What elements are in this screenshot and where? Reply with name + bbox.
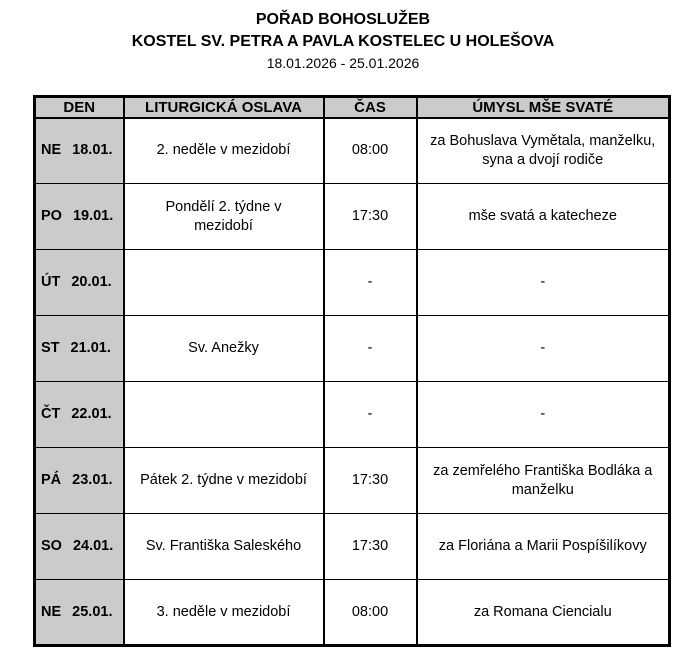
- table-row: [35, 250, 670, 316]
- day-abbr: NE: [41, 142, 62, 159]
- day-abbr: ČT: [41, 406, 61, 422]
- celebration-cell: [124, 184, 324, 250]
- day-date: 24.01.: [72, 538, 114, 554]
- table-row: [35, 316, 670, 382]
- intention-text: za Romana Ciencialu: [473, 603, 612, 620]
- table-row: [35, 580, 670, 646]
- table-header-row: [35, 97, 670, 118]
- day-cell: [35, 580, 124, 646]
- intention-cell: [417, 250, 670, 316]
- column-header-time: ČAS: [324, 97, 417, 118]
- day-date: 25.01.: [72, 603, 113, 620]
- document-header: [0, 0, 686, 74]
- celebration-text: Sv. Františka Saleského: [145, 538, 302, 554]
- column-header-intention: ÚMYSL MŠE SVATÉ: [417, 97, 670, 118]
- day-date: 23.01.: [72, 472, 113, 488]
- day-cell: [35, 184, 124, 250]
- celebration-cell: [124, 118, 324, 184]
- day-cell: [35, 382, 124, 448]
- day-date: 18.01.: [72, 142, 113, 159]
- intention-text: za Floriána a Marii Pospíšilíkovy: [438, 538, 647, 554]
- date-range: 18.01.2026 - 25.01.2026: [266, 55, 420, 71]
- day-cell: [35, 118, 124, 184]
- column-header-celebration: LITURGICKÁ OSLAVA: [124, 97, 324, 118]
- day-cell: [35, 316, 124, 382]
- intention-text: -: [540, 406, 546, 422]
- celebration-text: Pondělí 2. týdne v mezidobí: [165, 198, 282, 234]
- time-cell: -: [324, 316, 417, 382]
- celebration-text: Sv. Anežky: [188, 340, 259, 356]
- table-row: [35, 448, 670, 514]
- time-cell: 17:30: [324, 184, 417, 250]
- intention-text: za zemřelého Františka Bodláka a manželku: [433, 462, 653, 498]
- day-date: 19.01.: [72, 208, 114, 224]
- church-name: KOSTEL SV. PETRA A PAVLA KOSTELEC U HOLEŠOVA: [131, 33, 555, 50]
- celebration-cell: [124, 448, 324, 514]
- day-abbr: SO: [41, 538, 62, 554]
- intention-cell: [417, 448, 670, 514]
- column-header-day: DEN: [35, 97, 124, 118]
- time-cell: 17:30: [324, 448, 417, 514]
- celebration-cell: [124, 250, 324, 316]
- day-abbr: ST: [41, 340, 60, 356]
- time-cell: 17:30: [324, 514, 417, 580]
- intention-text: -: [540, 340, 546, 356]
- day-abbr: ÚT: [41, 274, 61, 290]
- day-abbr: NE: [41, 603, 62, 620]
- intention-cell: [417, 184, 670, 250]
- intention-text: mše svatá a katecheze: [468, 208, 617, 224]
- celebration-cell: [124, 316, 324, 382]
- day-cell: [35, 514, 124, 580]
- time-cell: 08:00: [324, 118, 417, 184]
- time-cell: -: [324, 382, 417, 448]
- intention-cell: [417, 580, 670, 646]
- celebration-text: 3. neděle v mezidobí: [156, 603, 291, 620]
- celebration-cell: [124, 382, 324, 448]
- schedule-table: [33, 95, 671, 647]
- intention-cell: [417, 382, 670, 448]
- page-title: POŘAD BOHOSLUŽEB: [255, 11, 431, 28]
- celebration-cell: [124, 514, 324, 580]
- celebration-cell: [124, 580, 324, 646]
- celebration-text: Pátek 2. týdne v mezidobí: [140, 472, 307, 488]
- intention-cell: [417, 316, 670, 382]
- table-row: [35, 118, 670, 184]
- time-cell: -: [324, 250, 417, 316]
- day-date: 20.01.: [71, 274, 112, 290]
- day-abbr: PO: [41, 208, 62, 224]
- intention-text: -: [540, 274, 546, 290]
- celebration-text: 2. neděle v mezidobí: [156, 142, 291, 159]
- intention-text: za Bohuslava Vymětala, manželku, syna a dvojí rodiče: [430, 132, 656, 168]
- table-row: [35, 382, 670, 448]
- day-cell: [35, 250, 124, 316]
- day-date: 21.01.: [70, 340, 111, 356]
- table-row: [35, 514, 670, 580]
- day-date: 22.01.: [71, 406, 112, 422]
- day-cell: [35, 448, 124, 514]
- intention-cell: [417, 514, 670, 580]
- day-abbr: PÁ: [41, 472, 62, 488]
- time-cell: 08:00: [324, 580, 417, 646]
- intention-cell: [417, 118, 670, 184]
- table-row: [35, 184, 670, 250]
